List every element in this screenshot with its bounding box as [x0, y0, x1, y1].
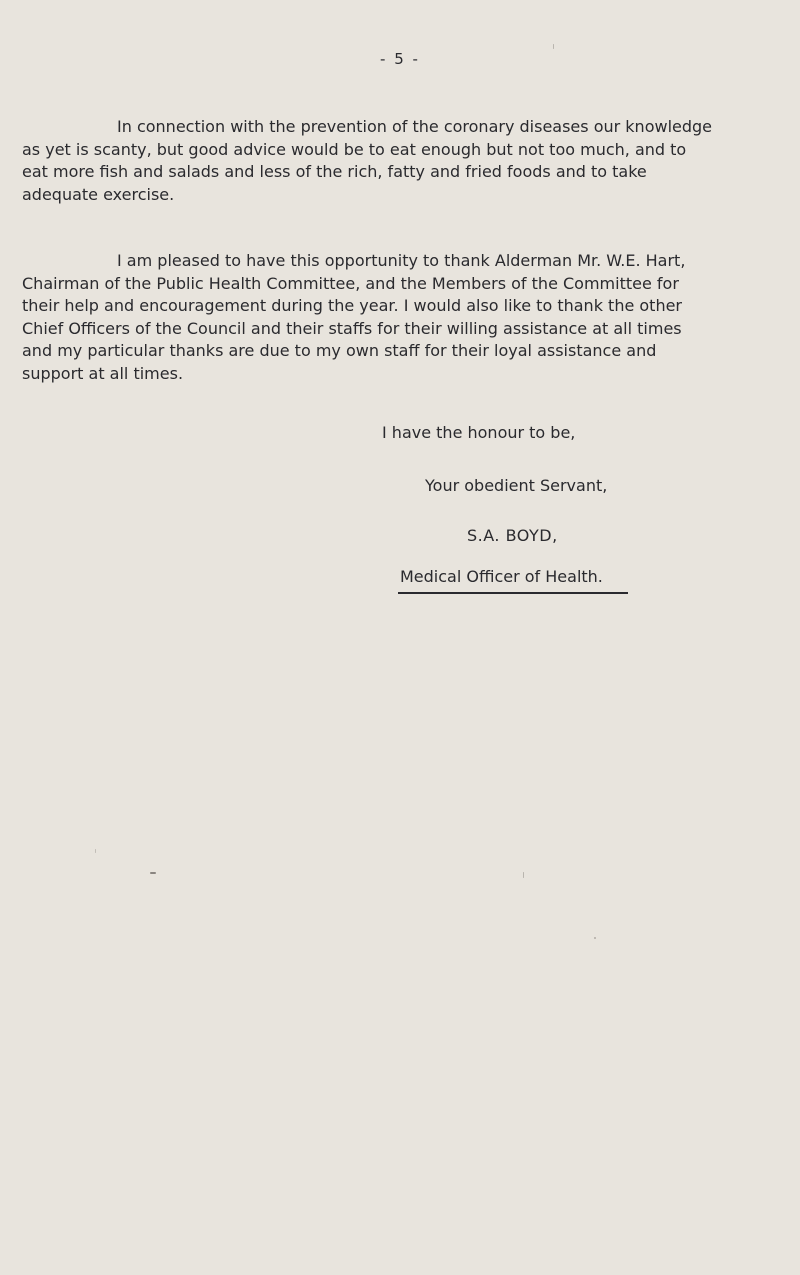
paragraph-line: adequate exercise. [22, 184, 175, 204]
paragraph-acknowledgements [22, 250, 742, 385]
paragraph-line: their help and encouragement during the year. I would also like to thank the other [22, 296, 683, 315]
page-number: - 5 - [380, 50, 420, 68]
signatory-name: S.A. BOYD, [467, 526, 558, 545]
paper-speck [523, 872, 524, 878]
paragraph-line: eat more fish and salads and less of the rich, fatty and fried foods and to take [22, 162, 647, 181]
signatory-title: Medical Officer of Health. [400, 567, 603, 586]
paper-speck [553, 44, 554, 49]
paper-speck [150, 872, 156, 874]
closing-servant: Your obedient Servant, [425, 476, 608, 495]
paragraph-line: Chief Officers of the Council and their staffs for their willing assistance at all times [22, 318, 682, 338]
paragraph-coronary-diseases [22, 116, 742, 206]
paragraph-line: and my particular thanks are due to my own staff for their loyal assistance and [22, 341, 657, 360]
paragraph-line: In connection with the prevention of the coronary diseases our knowledge [117, 117, 713, 136]
paragraph-line: support at all times. [22, 363, 184, 383]
paragraph-line: Chairman of the Public Health Committee, and the Members of the Committee for [22, 273, 679, 293]
paragraph-line: as yet is scanty, but good advice would be to eat enough but not too much, and to [22, 139, 687, 159]
paragraph-line: I am pleased to have this opportunity to thank Alderman Mr. W.E. Hart, [117, 251, 686, 270]
paper-speck [594, 937, 596, 939]
paper-speck [95, 849, 96, 853]
signature-underline [398, 592, 628, 594]
closing-honour: I have the honour to be, [382, 423, 576, 442]
